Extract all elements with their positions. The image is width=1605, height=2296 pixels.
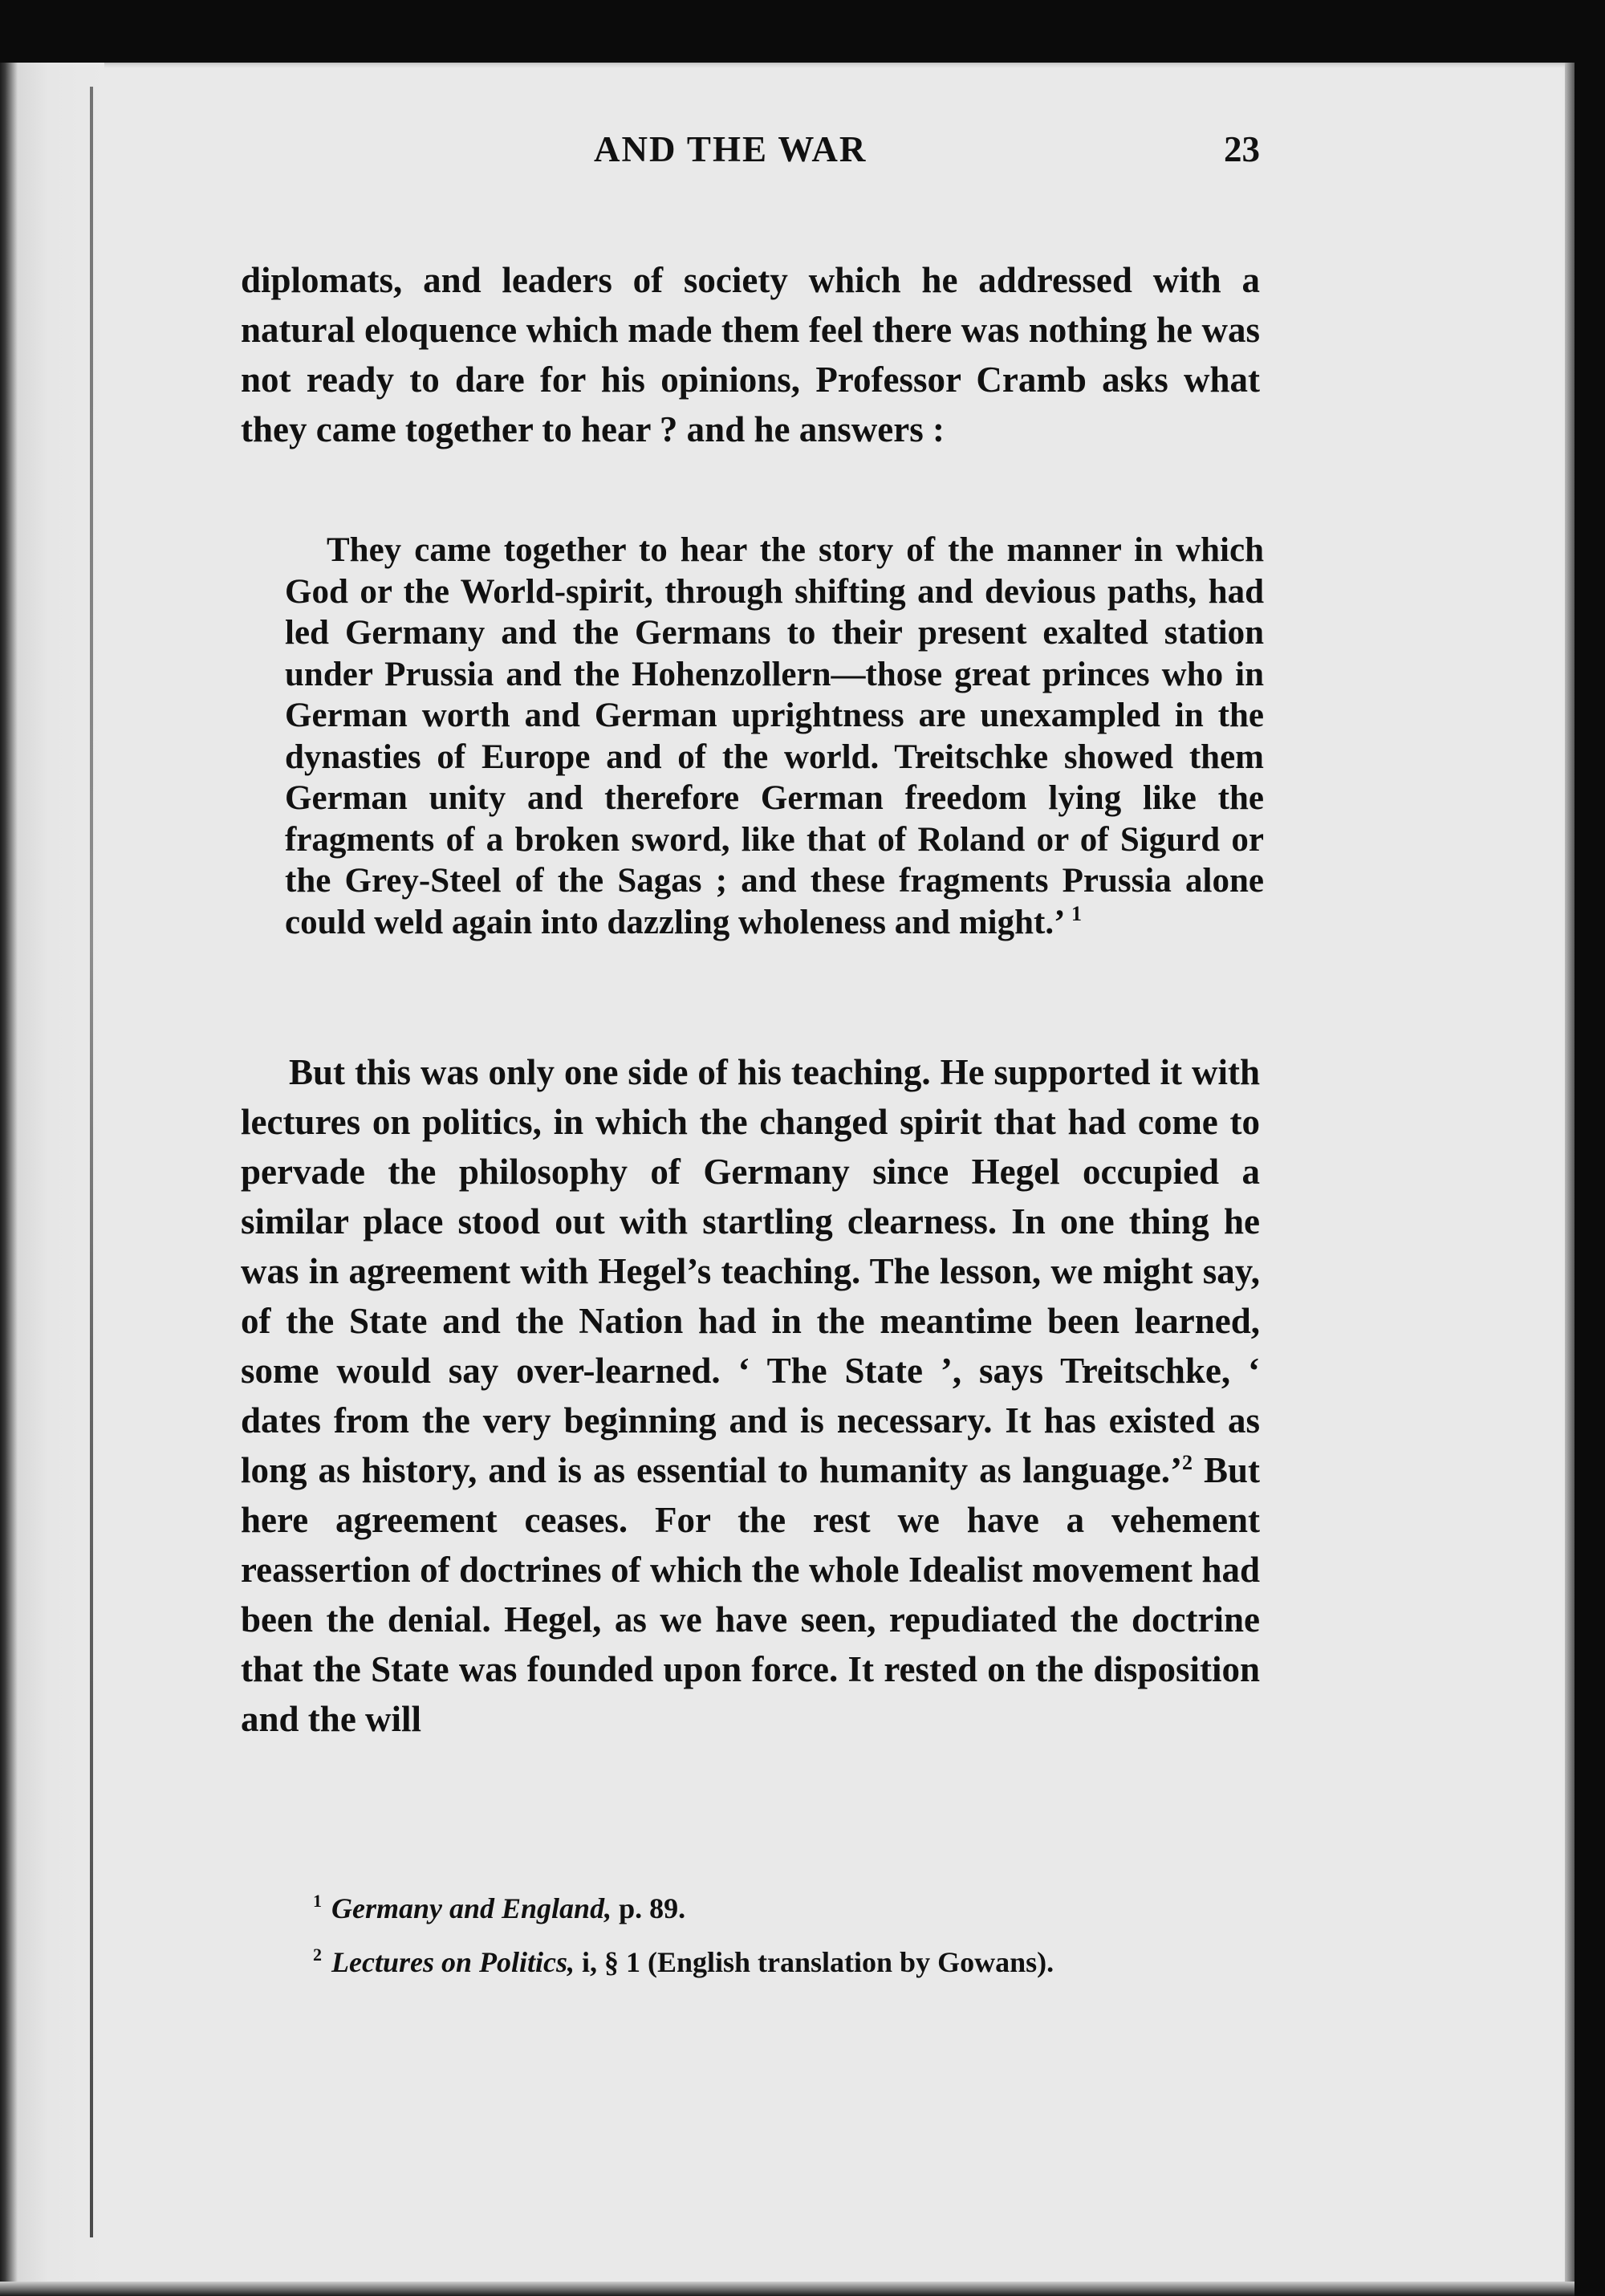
- block-quote: [285, 530, 1264, 943]
- binding-line: [90, 87, 93, 2237]
- page-right-edge: [1565, 63, 1575, 2296]
- quote-paragraph: [285, 530, 1264, 943]
- footnote-ref-2: 2: [1181, 1451, 1193, 1474]
- main-paragraph: [241, 1047, 1260, 1744]
- main-text-part2: But here agreement ceases. For the rest we have a vehement reassertion of doctrines of which the whole Idealist movement had been the denial. Hegel, as we have seen, repudiated the doctrine that the State was founded upon force. It rested on the disposition and the will: [241, 1450, 1260, 1739]
- footnote-rest: p. 89.: [612, 1892, 686, 1924]
- quote-text: They came together to hear the story of the manner in which God or the World-spirit, through shifting and devious paths, had led Germany and the Germans to their present exalted station under Prussia and the Hohenzollern—those great princes who in German worth and German uprightness are unexampled in the dynasties of Europe and of the world. Treitschke showed them German unity and therefore German freedom lying like the fragments of a broken sword, like that of Roland or of Sigurd or the Grey-Steel of the Sagas ; and these fragments Prussia alone could weld again into dazzling wholeness and might.’: [285, 531, 1264, 941]
- intro-text: diplomats, and leaders of society which he addressed with a natural eloquence which made them feel there was nothing he was not ready to dare for his opinions, Professor Cramb asks what they came together to hear ? and he answers :: [241, 260, 1260, 449]
- page-header: [241, 120, 1260, 177]
- footnote-ref-1: 1: [1071, 901, 1082, 925]
- footnote-rest: i, § 1 (English translation by Gowans).: [574, 1946, 1054, 1978]
- intro-paragraph: [241, 255, 1260, 454]
- footnote-1: [313, 1878, 1276, 1932]
- main-text-part1: But this was only one side of his teaching. He supported it with lectures on politics, in which the changed spirit that had come to pervade the philosophy of Germany since Hegel occupied a similar place stood out with startling clearness. In one thing he was in agreement with Hegel’s teaching. The lesson, we might say, of the State and the Nation had in the meantime been learned, some would say over-learned. ‘ The State ’, says Treitschke, ‘ dates from the very beginning and is necessary. It has existed as long as history, and is as essential to humanity as language.’: [241, 1052, 1260, 1490]
- page-bottom-edge: [0, 2282, 1575, 2296]
- main-paragraph-text: [241, 1047, 1260, 1744]
- footnote-marker: 2: [313, 1944, 322, 1965]
- footnote-2: [313, 1932, 1276, 1985]
- running-head: AND THE WAR: [594, 129, 868, 169]
- page-number: 23: [1224, 129, 1260, 169]
- footnote-marker: 1: [313, 1891, 322, 1911]
- page-spine-shadow: [0, 63, 104, 2296]
- footnote-title: Germany and England,: [331, 1892, 612, 1924]
- footnote-title: Lectures on Politics,: [331, 1946, 575, 1978]
- footnotes: [313, 1878, 1276, 1985]
